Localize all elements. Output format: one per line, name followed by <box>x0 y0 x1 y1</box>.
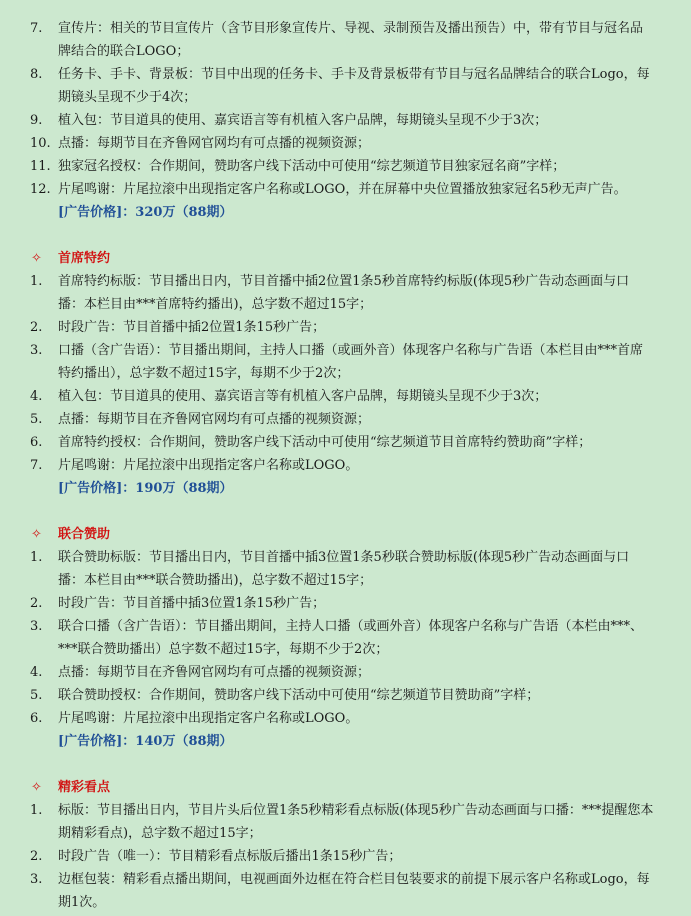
item-number: 9. <box>30 113 43 128</box>
list-item <box>0 178 691 201</box>
item-number: 6. <box>30 435 43 450</box>
list-item <box>0 132 691 155</box>
list-item <box>0 155 691 178</box>
item-text: 首席特约授权：合作期间，赞助客户线下活动中可使用“综艺频道节目首席特约赞助商”字样； <box>58 435 592 450</box>
item-number: 1. <box>30 550 43 565</box>
list-item <box>0 454 691 477</box>
item-text: 点播：每期节目在齐鲁网官网均有可点播的视频资源； <box>58 136 371 151</box>
item-text: 时段广告：节目首播中插2位置1条15秒广告； <box>58 320 326 335</box>
list-item <box>0 868 691 914</box>
diamond-icon: ✧ <box>31 780 42 795</box>
item-number: 4. <box>30 389 43 404</box>
section-title: 联合赞助 <box>58 527 111 542</box>
list-item <box>0 109 691 132</box>
item-number: 7. <box>30 458 43 473</box>
list-item <box>0 799 691 845</box>
item-number: 6. <box>30 711 43 726</box>
list-item <box>0 408 691 431</box>
item-number: 5. <box>30 688 43 703</box>
price-line: [广告价格]：140万（88期） <box>58 734 233 749</box>
item-number: 10. <box>30 136 51 151</box>
section-gap <box>0 753 691 776</box>
item-text: 口播（含广告语）：节目播出期间，主持人口播（或画外音）体现客户名称与广告语（本栏目由***首席特约播出），总字数不超过15字，每期不少于2次； <box>58 343 644 381</box>
item-text: 联合赞助标版：节目播出日内，节目首播中插3位置1条5秒联合赞助标版(体现5秒广告动态画面与口播：本栏目由***联合赞助播出)，总字数不超过15字； <box>58 550 630 588</box>
list-item <box>0 707 691 730</box>
item-number: 2. <box>30 320 43 335</box>
list-item <box>0 845 691 868</box>
section-joint-sponsor <box>0 523 691 753</box>
item-text: 独家冠名授权：合作期间，赞助客户线下活动中可使用“综艺频道节目独家冠名商”字样； <box>58 159 566 174</box>
section-gap <box>0 224 691 247</box>
item-text: 任务卡、手卡、背景板：节目中出现的任务卡、手卡及背景板带有节目与冠名品牌结合的联合Logo，每期镜头呈现不少于4次； <box>58 67 650 105</box>
list-item <box>0 339 691 385</box>
item-number: 1. <box>30 803 43 818</box>
item-text: 片尾鸣谢：片尾拉滚中出现指定客户名称或LOGO，并在屏幕中央位置播放独家冠名5秒无声广告。 <box>58 182 627 197</box>
item-number: 11. <box>30 159 51 174</box>
item-text: 点播：每期节目在齐鲁网官网均有可点播的视频资源； <box>58 665 371 680</box>
item-text: 时段广告（唯一）：节目精彩看点标版后播出1条15秒广告； <box>58 849 402 864</box>
item-number: 1. <box>30 274 43 289</box>
list-item <box>0 592 691 615</box>
item-number: 3. <box>30 619 43 634</box>
item-number: 12. <box>30 182 51 197</box>
list-item <box>0 661 691 684</box>
item-number: 8. <box>30 67 43 82</box>
section-highlights <box>0 776 691 914</box>
section-heading <box>0 523 691 546</box>
item-text: 时段广告：节目首播中插3位置1条15秒广告； <box>58 596 326 611</box>
item-text: 联合口播（含广告语）：节目播出期间，主持人口播（或画外音）体现客户名称与广告语（本栏由***、***联合赞助播出）总字数不超过15字，每期不少于2次； <box>58 619 644 657</box>
item-number: 7. <box>30 21 43 36</box>
list-item <box>0 17 691 63</box>
top-list <box>0 17 691 224</box>
item-text: 标版：节目播出日内，节目片头后位置1条5秒精彩看点标版(体现5秒广告动态画面与口播：***提醒您本期精彩看点)，总字数不超过15字； <box>58 803 654 841</box>
section-title: 首席特约 <box>58 251 111 266</box>
item-number: 2. <box>30 596 43 611</box>
section-heading <box>0 247 691 270</box>
diamond-icon: ✧ <box>31 527 42 542</box>
list-item <box>0 431 691 454</box>
section-title: 精彩看点 <box>58 780 111 795</box>
list-item <box>0 316 691 339</box>
list-item <box>0 63 691 109</box>
item-text: 片尾鸣谢：片尾拉滚中出现指定客户名称或LOGO。 <box>58 711 359 726</box>
item-text: 联合赞助授权：合作期间，赞助客户线下活动中可使用“综艺频道节目赞助商”字样； <box>58 688 540 703</box>
item-text: 宣传片：相关的节目宣传片（含节目形象宣传片、导视、录制预告及播出预告）中，带有节目与冠名品牌结合的联合LOGO； <box>58 21 644 59</box>
item-text: 首席特约标版：节目播出日内，节目首播中插2位置1条5秒首席特约标版(体现5秒广告动态画面与口播：本栏目由***首席特约播出)，总字数不超过15字； <box>58 274 630 312</box>
item-text: 植入包：节目道具的使用、嘉宾语言等有机植入客户品牌，每期镜头呈现不少于3次； <box>58 113 548 128</box>
list-item <box>0 546 691 592</box>
item-text: 片尾鸣谢：片尾拉滚中出现指定客户名称或LOGO。 <box>58 458 359 473</box>
list-item <box>0 615 691 661</box>
item-text: 边框包装：精彩看点播出期间，电视画面外边框在符合栏目包装要求的前提下展示客户名称或Logo，每期1次。 <box>58 872 650 910</box>
item-number: 3. <box>30 872 43 887</box>
list-item <box>0 684 691 707</box>
item-number: 2. <box>30 849 43 864</box>
list-item <box>0 385 691 408</box>
item-number: 5. <box>30 412 43 427</box>
item-text: 植入包：节目道具的使用、嘉宾语言等有机植入客户品牌，每期镜头呈现不少于3次； <box>58 389 548 404</box>
diamond-icon: ✧ <box>31 251 42 266</box>
section-gap <box>0 500 691 523</box>
item-text: 点播：每期节目在齐鲁网官网均有可点播的视频资源； <box>58 412 371 427</box>
item-number: 4. <box>30 665 43 680</box>
item-number: 3. <box>30 343 43 358</box>
section-heading <box>0 776 691 799</box>
price-line: [广告价格]：320万（88期） <box>58 205 233 220</box>
section-premier-sponsor <box>0 247 691 500</box>
list-item <box>0 270 691 316</box>
price-line: [广告价格]：190万（88期） <box>58 481 233 496</box>
